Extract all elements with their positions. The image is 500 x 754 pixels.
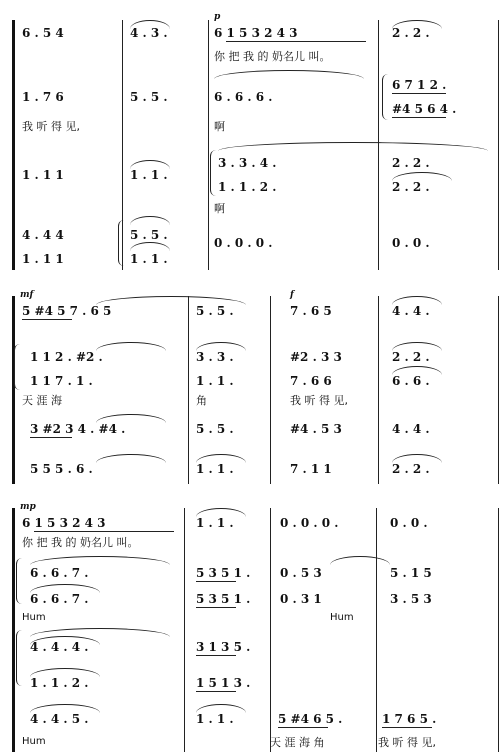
measure-notes: 7 . 6 6 <box>290 374 332 388</box>
slur <box>130 20 170 29</box>
measure-notes: 4 . 4 . 5 . <box>30 712 89 726</box>
measure-notes: 1 . 1 . <box>130 252 168 266</box>
dynamic-mark: mf <box>20 290 34 300</box>
barline <box>270 508 271 752</box>
lyric-line: Hum <box>22 612 46 623</box>
slur <box>96 414 166 423</box>
slur <box>96 342 166 351</box>
measure-notes: 6 7 1 2 . <box>392 78 447 92</box>
slur <box>196 508 246 517</box>
barline <box>498 296 499 484</box>
measure-notes: 1 . 1 . 2 . <box>30 676 89 690</box>
barline <box>498 20 499 270</box>
lyric-line: 我 听 得 见, <box>378 736 436 749</box>
measure-notes: 2 . 2 . <box>392 350 430 364</box>
measure-notes: 5 . 1 5 <box>390 566 432 580</box>
slur <box>196 342 246 351</box>
slur <box>218 142 488 151</box>
slur <box>196 454 246 463</box>
measure-notes: 5 3 5 1 . <box>196 566 251 580</box>
measure-notes: 1 . 1 . <box>196 462 234 476</box>
measure-notes: 4 . 4 . <box>392 422 430 436</box>
measure-notes: #4 . 5 3 <box>290 422 342 436</box>
measure-notes: 1 . 7 6 <box>22 90 64 104</box>
measure-notes: 6 . 6 . 6 . <box>214 90 273 104</box>
measure-notes: 1 . 1 . <box>130 168 168 182</box>
lyric-line: 天 涯 海 <box>22 394 62 407</box>
duration-underline <box>278 727 328 728</box>
measure-notes: 0 . 0 . <box>390 516 428 530</box>
slur <box>30 704 100 713</box>
barline <box>188 296 189 484</box>
measure-notes: 1 7 6 5 . <box>382 712 437 726</box>
measure-notes: 3 1 3 5 . <box>196 640 251 654</box>
slur <box>330 556 390 565</box>
measure-notes: 3 #2 3 4 . #4 . <box>30 422 126 436</box>
measure-notes: 0 . 3 1 <box>280 592 322 606</box>
slur <box>196 704 246 713</box>
lyric-line: 啊 <box>214 202 225 215</box>
duration-underline <box>392 117 446 118</box>
lyric-line: Hum <box>330 612 354 623</box>
measure-notes: 6 1 5 3 2 4 3 <box>214 26 298 40</box>
measure-notes: 5 . 5 . <box>130 90 168 104</box>
lyric-line: 我 听 得 见, <box>290 394 348 407</box>
voice-brace <box>16 558 23 604</box>
measure-notes: 4 . 4 . 4 . <box>30 640 89 654</box>
duration-underline <box>22 319 72 320</box>
slur <box>30 556 170 565</box>
slur <box>392 342 442 351</box>
slur <box>130 216 170 225</box>
measure-notes: 3 . 5 3 <box>390 592 432 606</box>
measure-notes: 1 1 2 . #2 . <box>30 350 103 364</box>
measure-notes: 0 . 0 . <box>392 236 430 250</box>
voice-brace <box>16 630 23 686</box>
system-bracket <box>12 508 15 752</box>
measure-notes: 2 . 2 . <box>392 156 430 170</box>
measure-notes: #2 . 3 3 <box>290 350 342 364</box>
measure-notes: 1 . 1 . <box>196 712 234 726</box>
measure-notes: 1 . 1 . 2 . <box>218 180 277 194</box>
dynamic-mark: mp <box>20 502 36 512</box>
slur <box>96 296 246 305</box>
slur <box>392 366 442 375</box>
duration-underline <box>226 41 366 42</box>
measure-notes: 6 . 6 . 7 . <box>30 566 89 580</box>
measure-notes: 1 . 1 1 <box>22 168 64 182</box>
dynamic-mark: f <box>290 290 294 300</box>
duration-underline <box>196 691 236 692</box>
measure-notes: 5 . 5 . <box>196 422 234 436</box>
measure-notes: 1 . 1 1 <box>22 252 64 266</box>
voice-brace <box>382 74 389 120</box>
measure-notes: 5 3 5 1 . <box>196 592 251 606</box>
measure-notes: 3 . 3 . <box>196 350 234 364</box>
slur <box>130 242 170 251</box>
measure-notes: 1 . 1 . <box>196 516 234 530</box>
system-bracket <box>12 20 15 270</box>
slur <box>392 454 442 463</box>
duration-underline <box>196 581 236 582</box>
duration-underline <box>392 93 446 94</box>
duration-underline <box>196 607 236 608</box>
measure-notes: 6 1 5 3 2 4 3 <box>22 516 106 530</box>
measure-notes: 5 #4 6 5 . <box>278 712 343 726</box>
barline <box>208 20 209 270</box>
measure-notes: 1 . 1 . <box>196 374 234 388</box>
measure-notes: 7 . 6 5 <box>290 304 332 318</box>
duration-underline <box>382 727 432 728</box>
measure-notes: 1 5 1 3 . <box>196 676 251 690</box>
measure-notes: 4 . 4 . <box>392 304 430 318</box>
barline <box>376 508 377 752</box>
measure-notes: #4 5 6 4 . <box>392 102 457 116</box>
measure-notes: 6 . 6 . 7 . <box>30 592 89 606</box>
measure-notes: 0 . 5 3 <box>280 566 322 580</box>
duration-underline <box>30 437 72 438</box>
measure-notes: 4 . 4 4 <box>22 228 64 242</box>
measure-notes: 1 1 7 . 1 . <box>30 374 93 388</box>
barline <box>184 508 185 752</box>
barline <box>378 296 379 484</box>
measure-notes: 2 . 2 . <box>392 180 430 194</box>
measure-notes: 2 . 2 . <box>392 462 430 476</box>
lyric-line: 天 涯 海 角 <box>270 736 325 749</box>
measure-notes: 3 . 3 . 4 . <box>218 156 277 170</box>
lyric-line: 角 <box>196 394 207 407</box>
duration-underline <box>196 655 236 656</box>
voice-brace <box>118 220 125 266</box>
slur <box>96 454 166 463</box>
measure-notes: 0 . 0 . 0 . <box>280 516 339 530</box>
lyric-line: 啊 <box>214 120 225 133</box>
measure-notes: 0 . 0 . 0 . <box>214 236 273 250</box>
barline <box>270 296 271 484</box>
barline <box>498 508 499 752</box>
lyric-line: 你 把 我 的 奶名儿 叫。 <box>22 536 139 549</box>
measure-notes: 7 . 1 1 <box>290 462 332 476</box>
lyric-line: 你 把 我 的 奶名儿 叫。 <box>214 50 331 63</box>
measure-notes: 5 5 5 . 6 . <box>30 462 93 476</box>
slur <box>392 296 442 305</box>
slur <box>130 160 170 169</box>
slur <box>30 668 100 677</box>
measure-notes: 5 #4 5 7 . 6 5 <box>22 304 112 318</box>
voice-brace <box>14 344 21 390</box>
slur <box>30 584 100 593</box>
measure-notes: 4 . 3 . <box>130 26 168 40</box>
slur <box>392 172 452 181</box>
measure-notes: 5 . 5 . <box>130 228 168 242</box>
voice-brace <box>210 150 217 196</box>
slur <box>30 628 170 637</box>
lyric-line: 我 听 得 见, <box>22 120 80 133</box>
lyric-line: Hum <box>22 736 46 747</box>
measure-notes: 6 . 6 . <box>392 374 430 388</box>
system-bracket <box>12 296 15 484</box>
measure-notes: 6 . 5 4 <box>22 26 64 40</box>
slur <box>214 70 364 79</box>
measure-notes: 2 . 2 . <box>392 26 430 40</box>
slur <box>392 20 442 29</box>
measure-notes: 5 . 5 . <box>196 304 234 318</box>
duration-underline <box>34 531 174 532</box>
dynamic-mark: p <box>214 12 221 22</box>
